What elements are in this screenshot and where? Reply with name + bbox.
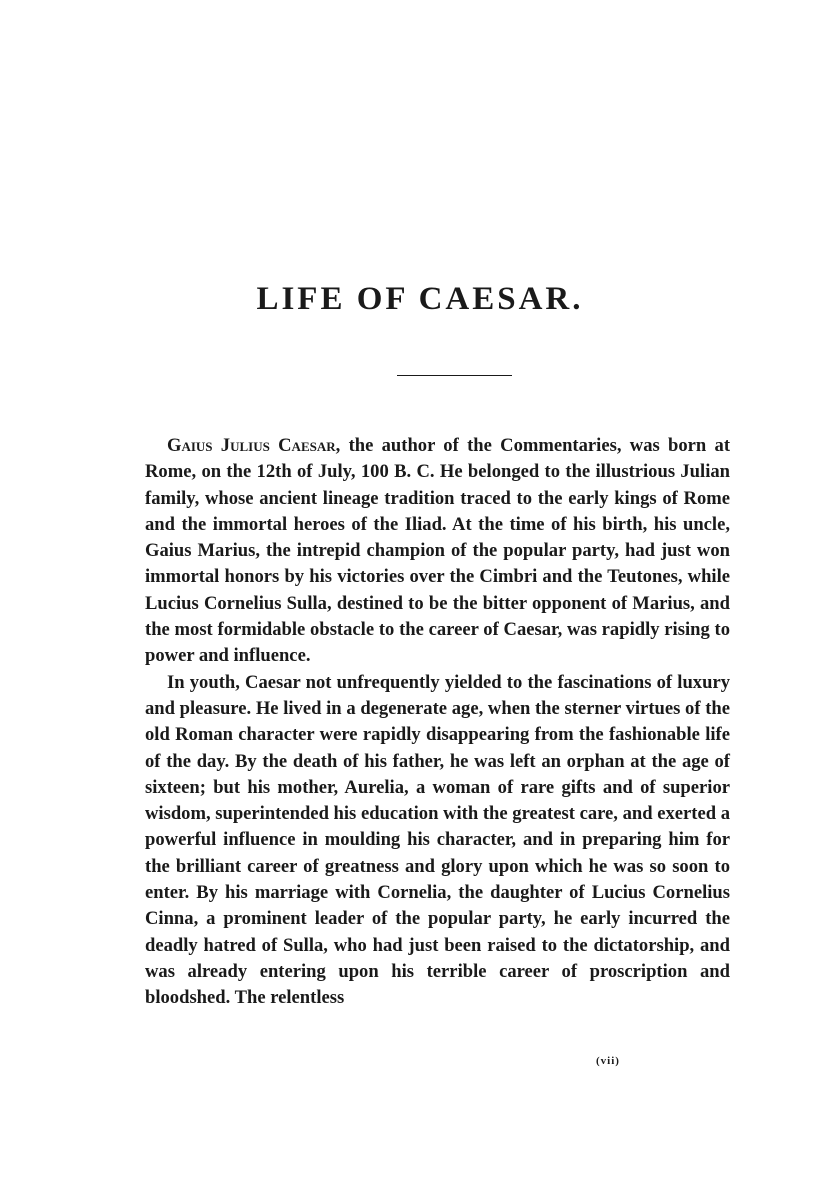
page-title: LIFE OF CAESAR. xyxy=(256,281,584,317)
paragraph-1 xyxy=(145,433,730,670)
paragraph-2-text: In youth, Caesar not unfrequently yielded to the fascinations of luxury and pleasure. He lived in a degenerate age, when the sterner virtues of the old Roman character were rapidly disappearing from the fashionable life of the day. By the death of his father, he was left an orphan at the age of sixteen; but his mother, Aurelia, a woman of rare gifts and of superior wisdom, superintended his education with the greatest care, and exerted a powerful influence in moulding his character, and in preparing him for the brilliant career of greatness and glory upon which he was so soon to enter. By his marriage with Cornelia, the daughter of Lucius Cornelius Cinna, a prominent leader of the popular party, he early incurred the deadly hatred of Sulla, who had just been raised to the dictatorship, and was already entering upon his terrible career of proscription and bloodshed. The relentless xyxy=(145,671,730,1009)
page-number: (vii) xyxy=(596,1055,620,1067)
body-text xyxy=(145,433,730,1012)
paragraph-lead: Gaius Julius Caesar, xyxy=(167,435,341,456)
paragraph-2 xyxy=(145,670,730,1012)
title-rule xyxy=(397,375,512,376)
paragraph-1-text: the author of the Commentaries, was born at Rome, on the 12th of July, 100 B. C. He belonged to the illustrious Julian family, whose ancient lineage tradition traced to the early kings of Rome and the immortal heroes of the Iliad. At the time of his birth, his uncle, Gaius Marius, the intrepid champion of the popular party, had just won immortal honors by his victories over the Cimbri and the Teutones, while Lucius Cornelius Sulla, destined to be the bitter opponent of Marius, and the most formidable obstacle to the career of Caesar, was rapidly rising to power and influence. xyxy=(145,435,731,667)
